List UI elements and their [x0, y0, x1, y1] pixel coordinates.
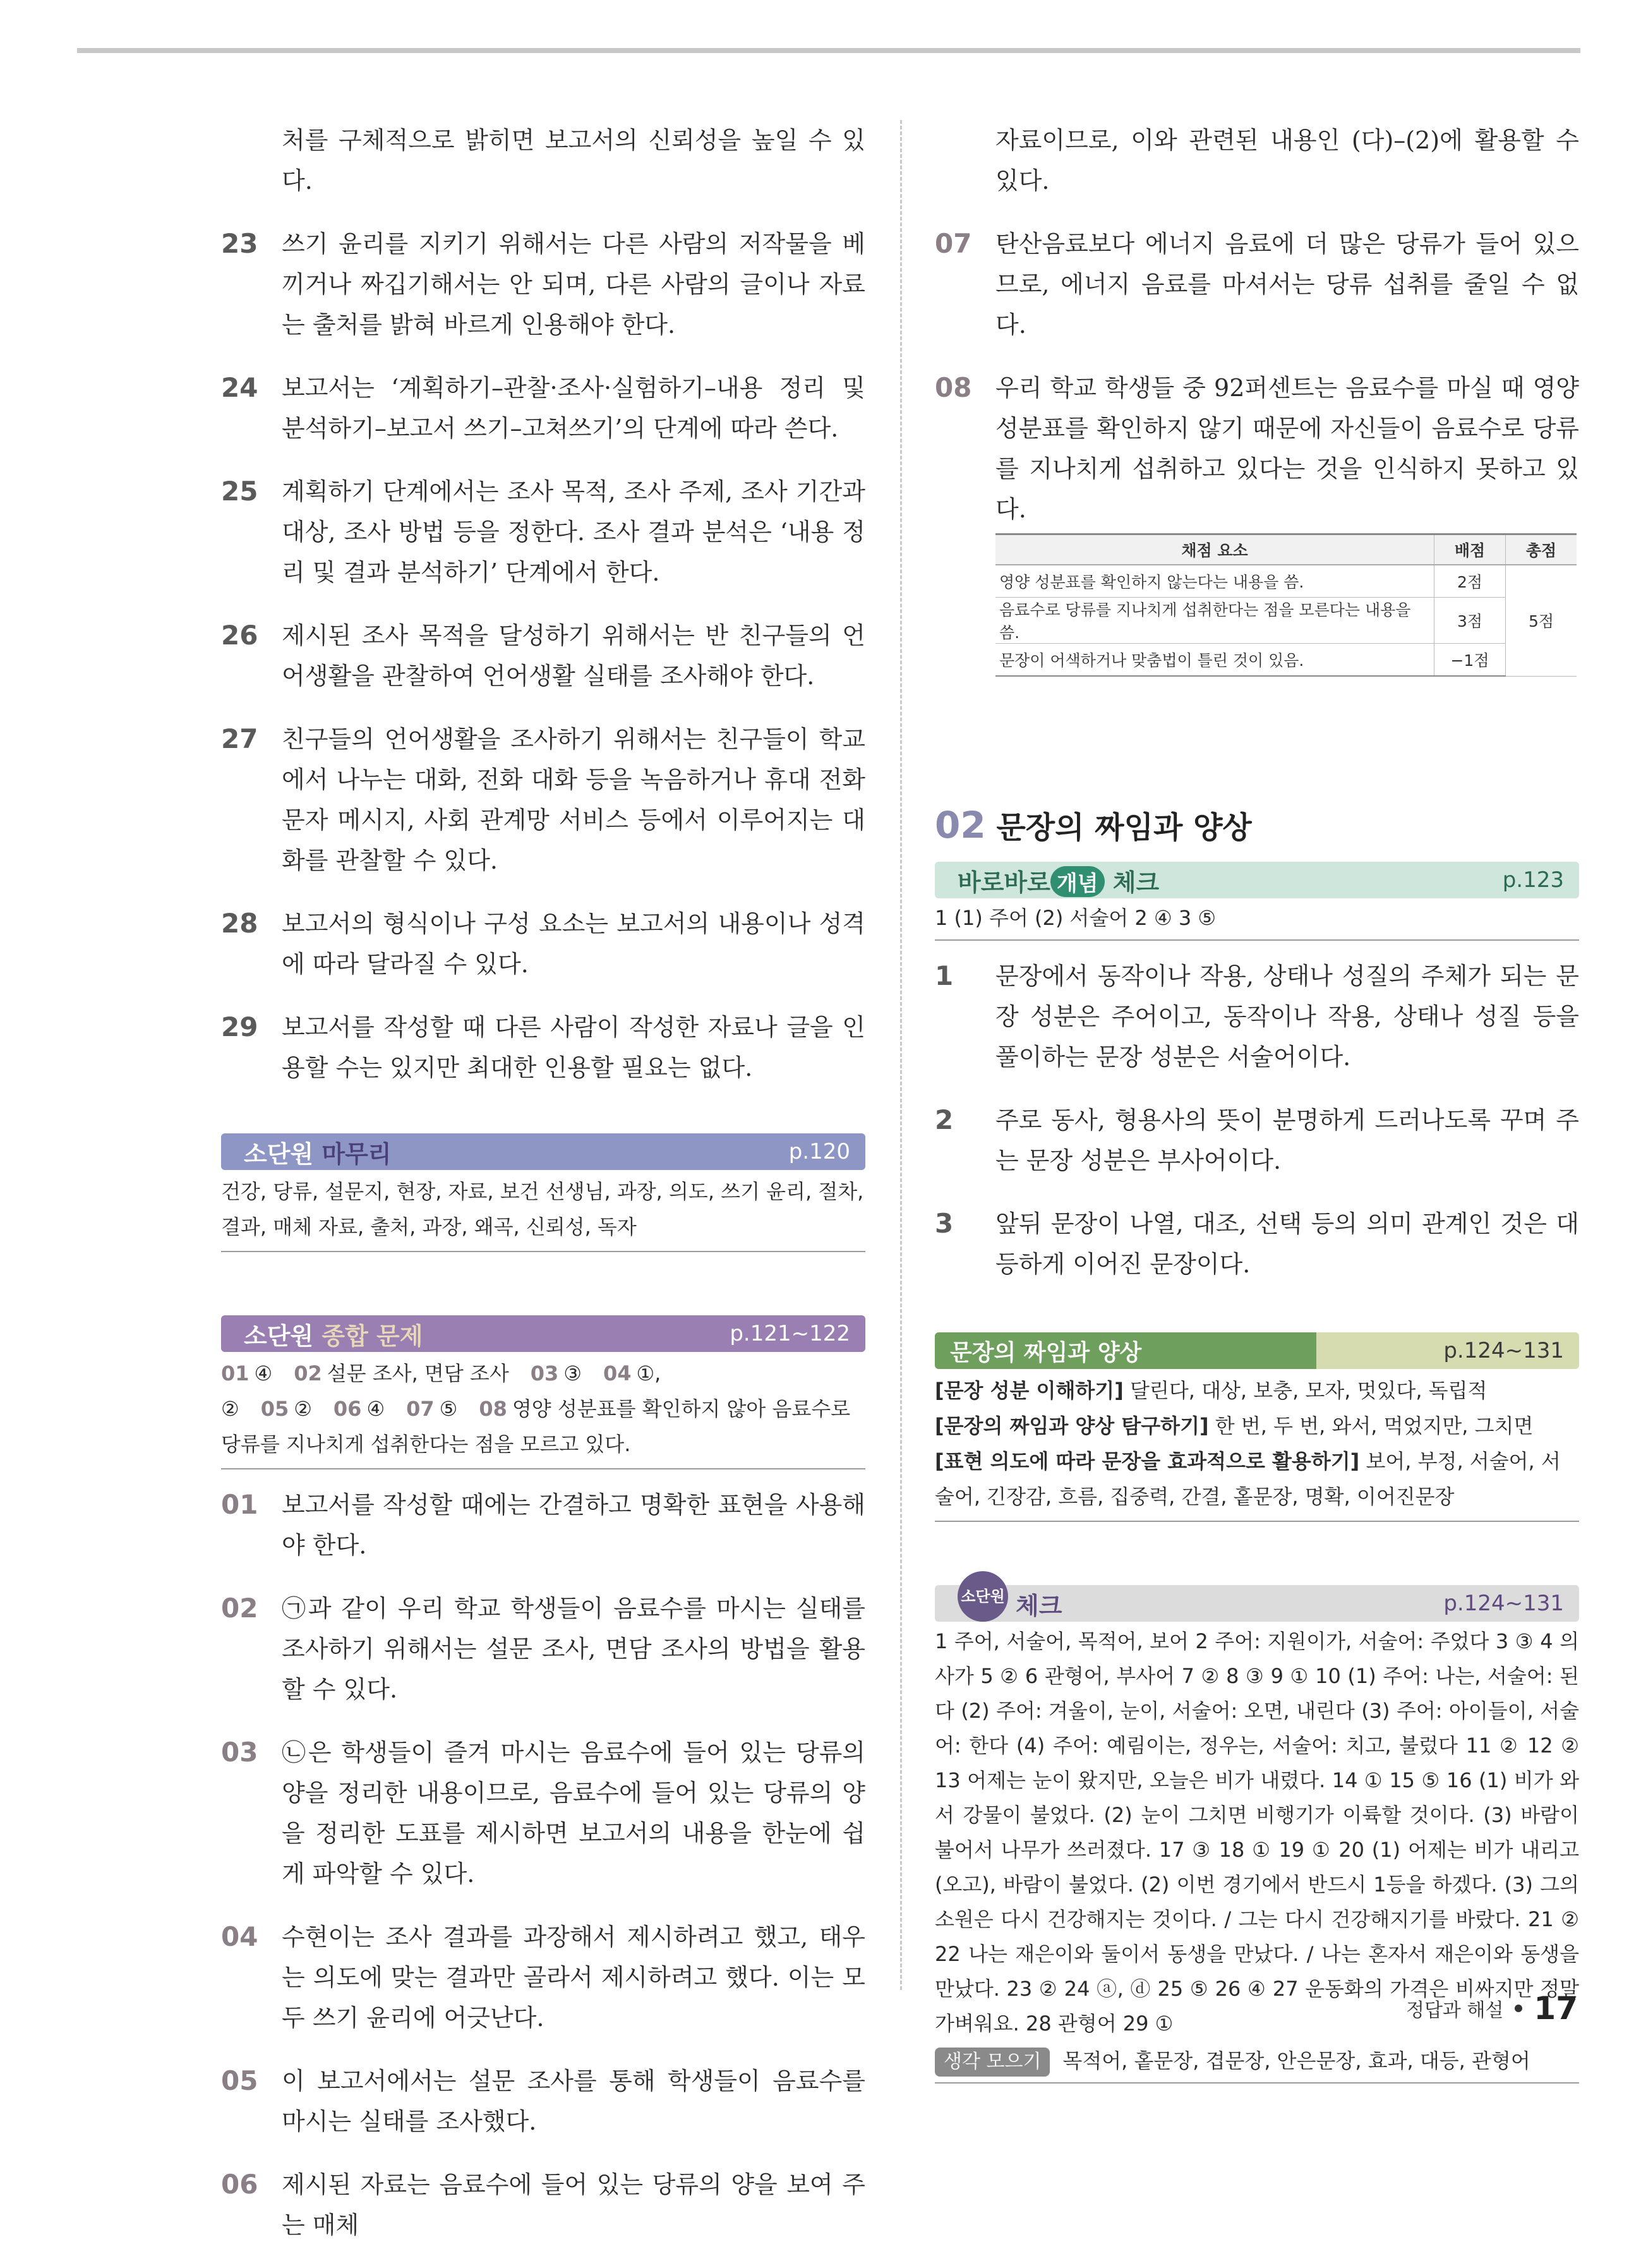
list-item [221, 1732, 865, 1894]
score-header-total: 총점 [1506, 534, 1577, 565]
item-text: 보고서를 작성할 때에는 간결하고 명확한 표현을 사용해야 한다. [282, 1491, 865, 1559]
unit-check-header [935, 1585, 1579, 1622]
item-number: 01 [221, 1489, 258, 1520]
item-number: 03 [221, 1737, 258, 1768]
answer-entry [221, 1397, 850, 1456]
quick-check-page: p.123 [1502, 867, 1564, 893]
item-text: 제시된 자료는 음료수에 들어 있는 당류의 양을 보여 주는 매체 [282, 2171, 865, 2239]
item-number: 27 [221, 723, 258, 754]
answer-value: ④ [366, 1397, 385, 1421]
score-table [995, 533, 1577, 677]
item-number: 06 [221, 2169, 258, 2200]
list-item [221, 903, 865, 984]
item-text: ㉡은 학생들이 즐겨 마시는 음료수에 들어 있는 당류의 양을 정리한 내용이므로, 음료수에 들어 있는 당류의 양을 정리한 도표를 제시하면 보고서의 내용을 한눈에 쉽게 파악할 수 있다. [282, 1739, 865, 1888]
item-number: 26 [221, 620, 258, 651]
wrapup-title-b: 마무리 [322, 1140, 392, 1168]
item-text: 보고서는 ‘계획하기–관찰·조사·실험하기–내용 정리 및 분석하기–보고서 쓰기–고쳐쓰기’의 단계에 따라 쓴다. [282, 374, 865, 442]
item-text: 수현이는 조사 결과를 과장해서 제시하려고 했고, 태우는 의도에 맞는 결과만 골라서 제시하려고 했다. 이는 모두 쓰기 윤리에 어긋난다. [282, 1923, 865, 2032]
item-text: 보고서의 형식이나 구성 요소는 보고서의 내용이나 성격에 따라 달라질 수 있다. [282, 910, 865, 978]
comprehensive-answers [221, 1352, 865, 1469]
comprehensive-list [221, 1485, 865, 2245]
item-number: 07 [935, 228, 972, 259]
answer-list [221, 224, 865, 1088]
item-number: 05 [221, 2065, 258, 2096]
structure-page: p.124~131 [1316, 1332, 1579, 1369]
section-heading [935, 803, 1579, 847]
item-number: 29 [221, 1011, 258, 1042]
comprehensive-header [221, 1315, 865, 1352]
list-item [221, 719, 865, 881]
item-text: 친구들의 언어생활을 조사하기 위해서는 친구들이 학교에서 나누는 대화, 전화 대화 등을 녹음하거나 휴대 전화 문자 메시지, 사회 관계망 서비스 등에서 이루어지는 대화를 관찰할 수 있다. [282, 725, 865, 874]
column-divider [900, 120, 902, 1990]
think-row [935, 2041, 1579, 2084]
structure-label: [표현 의도에 따라 문장을 효과적으로 활용하기] [935, 1449, 1360, 1473]
answer-number: 06 [333, 1397, 362, 1421]
answer-entry [531, 1361, 582, 1385]
answer-entry [406, 1397, 457, 1421]
think-label: 생각 모으기 [935, 2048, 1050, 2077]
answer-number: 03 [530, 1361, 559, 1385]
score-points: −1점 [1434, 644, 1506, 677]
answer-entry [334, 1397, 385, 1421]
left-column [221, 120, 865, 2268]
item-number: 24 [221, 372, 258, 403]
list-item [221, 1917, 865, 2038]
answer-value: 영양 성분표를 확인하지 않아 음료수로 당류를 지나치게 섭취한다는 점을 모르고 있다. [221, 1397, 851, 1456]
answer-entry [221, 1361, 272, 1385]
item-number: 04 [221, 1921, 258, 1952]
list-item [935, 368, 1579, 529]
list-item [221, 615, 865, 696]
item-text: 쓰기 윤리를 지키기 위해서는 다른 사람의 저작물을 베끼거나 짜깁기해서는 안 되며, 다른 사람의 글이나 자료는 출처를 밝혀 바르게 인용해야 한다. [282, 230, 865, 339]
quick-check-title-b: 개념 [1050, 866, 1105, 897]
quick-check-header [935, 862, 1579, 898]
answer-value: ④ [254, 1361, 273, 1385]
footer-dot [1515, 2005, 1522, 2012]
list-item [221, 2164, 865, 2245]
wrapup-text: 건강, 당류, 설문지, 현장, 자료, 보건 선생님, 과장, 의도, 쓰기 윤리, 절차, 결과, 매체 자료, 출처, 과장, 왜곡, 신뢰성, 독자 [221, 1170, 865, 1252]
item-text: 문장에서 동작이나 작용, 상태나 성질의 주체가 되는 문장 성분은 주어이고, 동작이나 작용, 상태나 성질 등을 풀이하는 문장 성분은 서술어이다. [995, 962, 1579, 1071]
comprehensive-title-a: 소단원 [244, 1322, 314, 1350]
structure-line [935, 1408, 1579, 1444]
footer-label: 정답과 해설 [1405, 2000, 1504, 2022]
section-number: 02 [935, 804, 986, 847]
answer-entry [261, 1397, 312, 1421]
list-item [935, 1100, 1579, 1181]
list-item [221, 1007, 865, 1088]
structure-keywords: 한 번, 두 번, 와서, 먹었지만, 그치면 [1208, 1414, 1534, 1438]
continued-text-right: 자료이므로, 이와 관련된 내용인 (다)–(2)에 활용할 수 있다. [995, 126, 1579, 195]
unit-check-page: p.124~131 [1443, 1591, 1564, 1616]
quick-check-list [935, 956, 1579, 1284]
answer-number: 05 [260, 1397, 289, 1421]
item-number: 08 [935, 372, 972, 403]
answer-number: 08 [479, 1397, 507, 1421]
score-criterion: 영양 성분표를 확인하지 않는다는 내용을 씀. [995, 565, 1434, 598]
structure-title: 문장의 짜임과 양상 [935, 1332, 1316, 1369]
item-number: 2 [935, 1104, 954, 1135]
list-item [221, 224, 865, 345]
list-item [221, 2061, 865, 2142]
score-points: 3점 [1434, 598, 1506, 644]
item-number: 23 [221, 228, 258, 259]
item-text: ㉠과 같이 우리 학교 학생들이 음료수를 마시는 실태를 조사하기 위해서는 설문 조사, 면담 조사의 방법을 활용할 수 있다. [282, 1595, 865, 1703]
answer-number: 04 [603, 1361, 632, 1385]
answer-value: ② [294, 1397, 312, 1421]
right-column [935, 120, 1579, 2084]
quick-check-title-c: 체크 [1112, 868, 1160, 896]
item-text: 주로 동사, 형용사의 뜻이 분명하게 드러나도록 꾸며 주는 문장 성분은 부사어이다. [995, 1106, 1579, 1174]
wrapup-page: p.120 [788, 1139, 850, 1164]
top-rule [77, 48, 1580, 53]
score-header-points: 배점 [1434, 534, 1506, 565]
list-item [221, 1588, 865, 1710]
wrapup-header [221, 1133, 865, 1170]
answer-number: 02 [294, 1361, 322, 1385]
item-number: 1 [935, 960, 954, 991]
score-points: 2점 [1434, 565, 1506, 598]
wrapup-title-a: 소단원 [244, 1140, 314, 1168]
item-text: 탄산음료보다 에너지 음료에 더 많은 당류가 들어 있으므로, 에너지 음료를 마셔서는 당류 섭취를 줄일 수 없다. [995, 230, 1579, 339]
table-row [995, 565, 1577, 598]
item-text: 앞뒤 문장이 나열, 대조, 선택 등의 의미 관계인 것은 대등하게 이어진 문장이다. [995, 1210, 1579, 1278]
answer-value: ③ [563, 1361, 582, 1385]
answer-value: ①, ② [221, 1361, 661, 1421]
structure-header [935, 1332, 1579, 1369]
list-item [221, 1485, 865, 1565]
continued-text: 처를 구체적으로 밝히면 보고서의 신뢰성을 높일 수 있다. [282, 126, 865, 195]
structure-label: [문장의 짜임과 양상 탐구하기] [935, 1414, 1209, 1438]
answer-entry [294, 1361, 509, 1385]
comprehensive-page: p.121~122 [730, 1321, 850, 1346]
unit-check-title: 체크 [1016, 1591, 1062, 1620]
item-text: 보고서를 작성할 때 다른 사람이 작성한 자료나 글을 인용할 수는 있지만 최대한 인용할 필요는 없다. [282, 1013, 865, 1082]
answer-list-right [935, 224, 1579, 529]
think-text: 목적어, 홑문장, 겹문장, 안은문장, 효과, 대등, 관형어 [1062, 2049, 1530, 2073]
score-header-criterion: 채점 요소 [995, 534, 1434, 565]
structure-keywords: 보어, 부정, 서술어, 서술어, 긴장감, 흐름, 집중력, 간결, 홑문장, 명확, 이어진문장 [935, 1449, 1561, 1509]
item-number: 28 [221, 908, 258, 939]
unit-check-answers: 1 주어, 서술어, 목적어, 보어 2 주어: 지원이가, 서술어: 주었다 3 ③ 4 의사가 5 ② 6 관형어, 부사어 7 ② 8 ③ 9 ① 10 (1) 주어: 나는, 서술어: 된다 (2) 주어: 겨울이, 눈이, 서술어: 오면, 내린다 (3) 주어: 아이들이, 서술어: 한다 (4) 주어: 예림이는, 정우는, 서술어: 치고, 불렀다 11 ② 12 ② 13 어제는 눈이 왔지만, 오늘은 비가 내렸다. 14 ① 15 ⑤ 16 (1) 비가 와서 강물이 불었다. (2) 눈이 그치면 비행기가 이륙할 것이다. (3) 바람이 불어서 나무가 쓰러졌다. 17 ③ 18 ① 19 ① 20 (1) 어제는 비가 내리고(오고), 바람이 불었다. (2) 이번 경기에서 반드시 1등을 하겠다. (3) 그의 소원은 다시 건강해지는 것이다. / 그는 다시 건강해지기를 바랐다. 21 ② 22 나는 재은이와 둘이서 동생을 만났다. / 나는 혼자서 재은이와 동생을 만났다. 23 ② 24 ⓐ, ⓓ 25 ⑤ 26 ④ 27 운동화의 가격은 비싸지만 정말 가벼워요. 28 관형어 29 ① [935, 1629, 1579, 2036]
structure-line [935, 1373, 1579, 1408]
comprehensive-title-b: 종합 문제 [322, 1322, 423, 1350]
item-number: 3 [935, 1208, 954, 1239]
answer-value: ⑤ [439, 1397, 458, 1421]
answer-number: 01 [221, 1361, 249, 1385]
answer-number: 07 [406, 1397, 435, 1421]
page-footer [1406, 1990, 1578, 2027]
item-text: 우리 학교 학생들 중 92퍼센트는 음료수를 마실 때 영양 성분표를 확인하지 않기 때문에 자신들이 음료수로 당류를 지나치게 섭취하고 있다는 것을 인식하지 못하고 있다. [995, 374, 1579, 523]
page-number: 17 [1534, 1990, 1578, 2027]
list-item [935, 956, 1579, 1077]
item-text: 제시된 조사 목적을 달성하기 위해서는 반 친구들의 언어생활을 관찰하여 언어생활 실태를 조사해야 한다. [282, 622, 865, 690]
structure-keywords: 달린다, 대상, 보충, 모자, 멋있다, 독립적 [1123, 1378, 1488, 1402]
score-total: 5점 [1506, 565, 1577, 676]
table-row [995, 644, 1577, 677]
table-row [995, 598, 1577, 644]
score-criterion: 문장이 어색하거나 맞춤법이 틀린 것이 있음. [995, 644, 1434, 677]
item-text: 이 보고서에서는 설문 조사를 통해 학생들이 음료수를 마시는 실태를 조사했다. [282, 2067, 865, 2135]
list-item [221, 368, 865, 449]
structure-label: [문장 성분 이해하기] [935, 1378, 1124, 1402]
structure-text [935, 1369, 1579, 1522]
structure-line [935, 1444, 1579, 1514]
list-item [935, 1203, 1579, 1284]
section-title: 문장의 짜임과 양상 [996, 810, 1252, 845]
quick-check-title-a: 바로바로 [958, 868, 1050, 896]
unit-check-badge: 소단원 [958, 1571, 1008, 1622]
item-number: 02 [221, 1593, 258, 1624]
quick-check-answers: 1 (1) 주어 (2) 서술어 2 ④ 3 ⑤ [935, 898, 1579, 941]
list-item [221, 471, 865, 593]
list-item [935, 224, 1579, 345]
answer-value: 설문 조사, 면담 조사 [327, 1361, 509, 1385]
score-criterion: 음료수로 당류를 지나치게 섭취한다는 점을 모른다는 내용을 씀. [995, 598, 1434, 644]
item-text: 계획하기 단계에서는 조사 목적, 조사 주제, 조사 기간과 대상, 조사 방법 등을 정한다. 조사 결과 분석은 ‘내용 정리 및 결과 분석하기’ 단계에서 한다. [282, 478, 865, 586]
item-number: 25 [221, 476, 258, 507]
